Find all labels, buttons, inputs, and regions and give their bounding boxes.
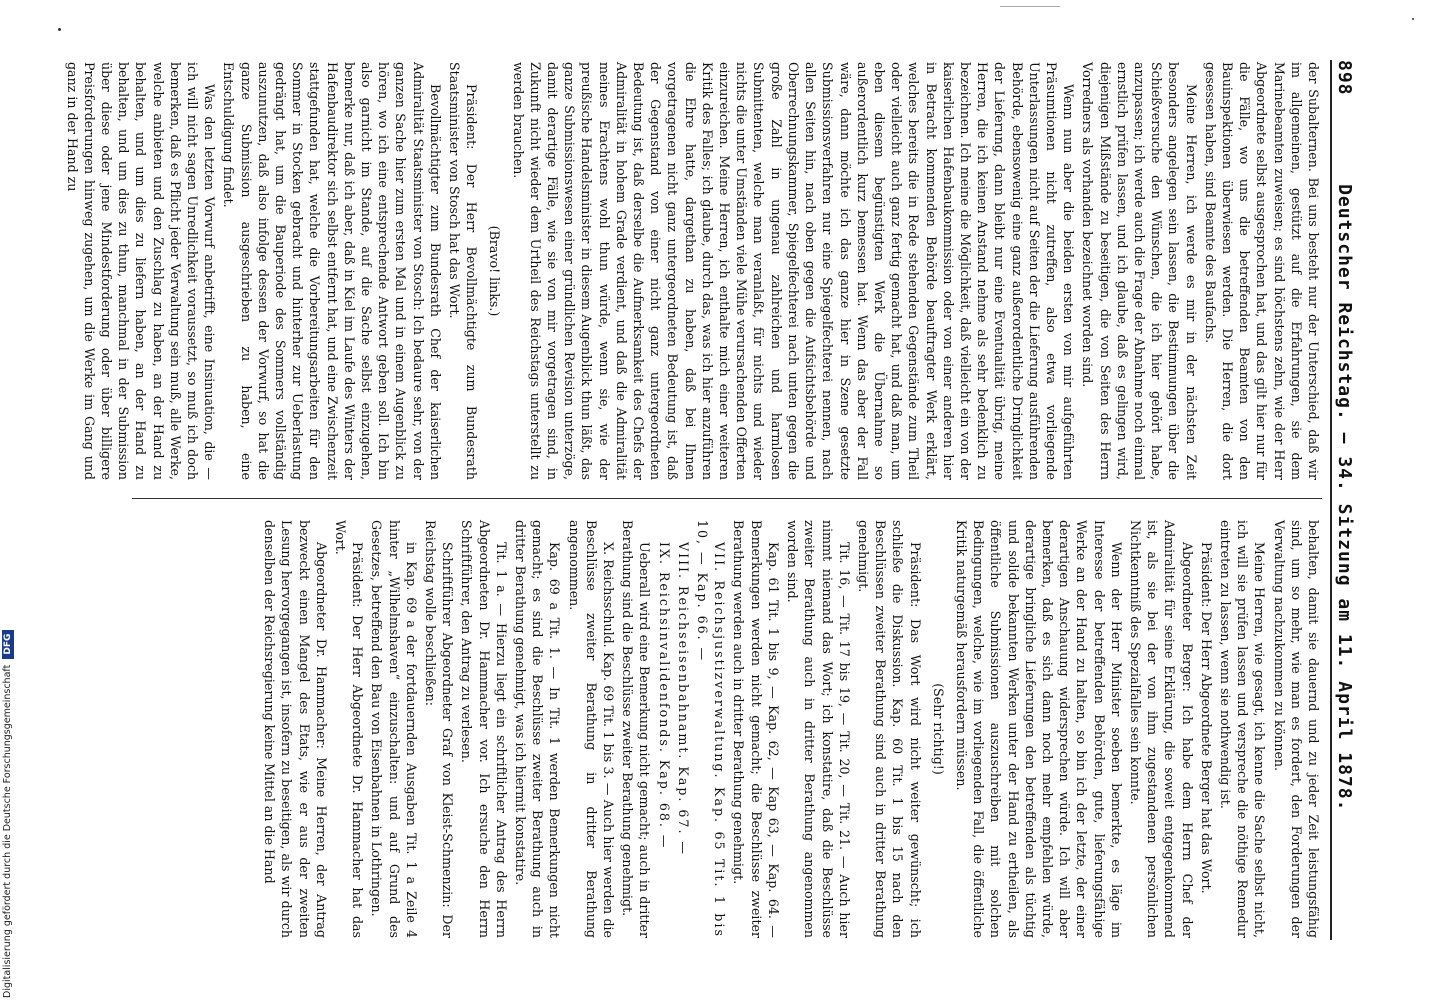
page-title: Deutscher Reichstag. — 34. Sitzung am 11. April 1878. [1334,184,1356,812]
paragraph: Tit. 1 a. — Hierzu liegt ein schriftlicher Antrag des Herrn Abgeordneten Dr. Hammacher vor. Ich ersuche den Herrn Schriftführer, den Antrag zu verlesen. [459,520,509,938]
paragraph: Abgeordneter Berger: Ich habe dem Herrn Chef der Admiralität für seine Erklärung, die soweit entgegenkommend ist, als sie bei der von ihm zugestandenen persönlichen Nichtkenntniß des Spezialfalles sein konnte. [1127,520,1195,938]
paragraph: Kap. 61 Tit. 1 bis 9, — Kap. 62, — Kap 63, — Kap. 64. — Bemerkungen werden nicht gemacht; die Beschlüsse zweiter Berathung werden auch in dritter Berathung genehmigt. [731,520,781,938]
paragraph: X. Reichsschuld. Kap. 69 Tit. 1 bis 3. — Auch hier werden die Beschlüsse zweiter Berathung in dritter Berathung angenommen. [566,520,617,938]
paragraph: Präsident: Der Herr Bevollmächtigte zum Bundesrath Staatsminister von Stosch hat das Wort. [447,62,480,480]
paragraph: (Bravo! links.) [487,225,503,317]
paragraph: Bevollmächtigter zum Bundesrath Chef der kaiserlichen Admiralität Staatsminister von Stosch: Ich bedaure sehr, von der ganzen Sache hier zum ersten Mal und in einem Augenblick zu hören, wo ich eine entsprechende Antwort geben soll. Ich bin also garnicht im Stande, auf die Sache selbst einzugehen, bemerke nur, daß ich aber, daß in Kiel im Laufe des Winters der Hafenbaudirektor sich selbst entfernt hat, und eine Zwischenzeit stattgefunden hat, welche die Vorbereitungsarbeiten für den Sommer in Stocken gebracht und hinterher zur Ueberlastung gedrängt hat, um die Bauperiode des Sommers vollständig auszunutzen, daß also infolge dessen der Vorwurf, so hat die ganze Submission ausgeschrieben zu haben, eine Entschuldigung findet. [221,62,443,480]
paragraph: in Kap. 69 a der fortdauernden Ausgaben Tit. 1 a Zeile 4 hinter „Wilhelmshaven“ einzuschalten: und auf Grund des Gesetzes, betreffend den Bau von Eisenbahnen in Lothringen. [369,520,419,938]
paragraph: Wenn der Herr Minister soeben bemerkte, es läge im Interesse der betreffenden Behörden, gute, lieferungsfähige Werke an der Hand zu halten, so bin ich der letzte, der einer derartigen Anschauung widersprechen würde. Ich will aber bemerken, daß es sich dann noch mehr empfehlen würde, derartige bringliche Lieferungen den betreffenden als tüchtig und solide bekannten Werken unter der Hand zu ertheilen, als öffentliche Submissionen auszuschreiben mit solchen Bedingungen, welche, wie im vorliegenden Fall, die öffentliche Kritik naturgemäß herausfordern müssen. [953,520,1124,938]
paragraph: Wenn nun aber die beiden ersten von mir aufgeführten Präsumtionen nicht zutreffen, also etwa vorliegende Unterlassungen nicht auf Seiten der die Lieferung ausführenden Behörde, ebensowenig eine ganz außerordentliche Dringlichkeit der Lieferung, dann bleibt nur eine Eventualität übrig, meine Herren, die ich keinen Anstand nehme als sehr bedenklich zu bezeichnen. Ich meine die Möglichkeit, daß vielleicht ein von der kaiserlichen Hafenbaukommission oder von einer anderen hier in Betracht kommenden Behörde beauftragter Werk erklärt, welches bereits die in Rede stehenden Gegenstände zum Theil oder vielleicht auch ganz fertig gemacht hat, und daß man, um eben diesem begünstigten Werk die Übernahme so außerordentlich kurz bemessen hat. Wenn das aber der Fall wäre, dann möchte ich das ganze hier in Szene gesetzte Submissionsverfahren nur eine Spiegelfechterei nennen, nach allen Seiten hin, nach oben gegen die Aufsichtsbehörde und Oberrechnungskammer, Spiegelfechterei nach unten gegen die große Zahl in ungenau zahlreichen und harmlosen Submittenten, welche man veranlaßt, für nichts und wieder nichts die unter Umständen viele Mühe verursachenden Offerten einzureichen. Meine Herren, ich enthalte mich einer weiteren Kritik des Falles; ich glaube, durch das, was ich hier anzuführen die Ehre hatte, dargethan zu haben, daß bei Ihnen vorgetragenen nicht ganz untergeordneten Bedeutung ist, daß der Gegenstand von einer nicht ganz untergeordneten Bedeutung ist, daß derselbe die Aufmerksamkeit des Chefs der Admiralität in hohem Grade verdient, und daß die Admiralität meines Erachtens wohl thun würde, wenn sie, wie der preußische Handelsminister in diesem Augenblick thun läßt, das ganze Submissionswesen einer gründlichen Revision unterzöge, damit derartige Fälle, wie sie von mir vorgetragen sind, in Zukunft nicht wieder dem Urtheil des Reichstags unterstellt zu werden brauchen. [510,62,1077,480]
paragraph: IX. Reichsinvalidenfonds. Kap. 68. — [656,542,672,850]
paragraph: der Subalternen. Bei uns besteht nur der Unterschied, daß wir im allgemeinen, gestützt auf die Erfahrungen, sie dem Marinebeamten zuweisen; es sind höchstens zehn, wie der Herr Abgeordnete selbst ausgesprochen hat, und das gilt hier nur für die Fälle, wo uns die betreffenden Beamten von den Bauinspektionen überwiesen werden. Die Herren, die dort gesessen haben, sind Beamte des Baufachs. [1202,62,1321,480]
dfg-logo: DFG [2,630,14,659]
column-divider [132,498,1322,499]
right-column [259,520,1322,938]
paragraph: Präsident: Der Herr Abgeordnete Berger hat das Wort. [1198,542,1214,894]
digitization-note [2,630,14,998]
page-header [1332,60,1358,940]
paragraph: Ueberall wird eine Bemerkung nicht gemacht; auch in dritter Berathung sind die Beschlüsse zweiter Berathung genehmigt. [620,520,653,938]
paragraph: Meine Herren, wie gesagt, ich kenne die Sache selbst nicht, ich will sie prüfen lassen und verspreche die nöthige Remedur eintreten zu lassen, wenn sie nothwendig ist. [1217,520,1268,938]
paragraph: Tit. 16, — Tit. 17 bis 19, — Tit. 20, — Tit. 21. — Auch hier nimmt niemand das Wort; ich konstatire, daß die Beschlüsse zweiter Berathung auch in dritter Berathung angenommen worden sind. [785,520,852,938]
page-number: 898 [1334,60,1356,96]
paragraph: Abgeordneter Dr. Hammacher: Meine Herren, der Antrag bezweckt einen Mangel des Etats, wie er aus der zweiten Lesung hervorgegangen ist, insofern zu beseitigen, als wir durch denselben der Reichsregierung keine Mittel an die Hand [262,520,329,938]
left-column [61,62,1322,480]
paragraph: (Sehr richtig!) [930,683,946,775]
paragraph: VIII. Reichseisenbahnamt. Kap. 67. — [675,542,691,857]
paragraph: Präsident: Der Herr Abgeordnete Dr. Hammacher hat das Wort. [333,520,366,938]
paragraph: Präsident: Das Wort wird nicht weiter gewünscht; ich schließe die Diskussion. Kap. 60 Tit. 1 bis 15 nach den Beschlüssen zweiter Berathung sind auch in dritter Berathung genehmigt. [855,520,923,938]
paragraph: Meine Herren, ich werde es mir in der nächsten Zeit besonders angelegen sein lassen, die Bestimmungen über die Schießversuche den Wünschen, die ich hier gehört habe, anzupassen; ich werde auch die Frage der Abnahme noch einmal ernstlich prüfen lassen, und ich glaube, daß es gelingen wird, diejenigen Mißstände zu beseitigen, die von Seiten des Herrn Vorredners als vorhanden bezeichnet worden sind. [1080,62,1199,480]
paragraph: Schriftführer Abgeordneter Graf von Kleist-Schmenzin: Der Reichstag wolle beschließen: [423,520,456,938]
paragraph: VII. Reichsjustizverwaltung. Kap. 65 Tit. 1 bis 10, — Kap. 66. — [695,520,728,938]
header-rule [1330,60,1332,940]
paragraph: Kap. 69 a Tit. 1. — In Tit. 1 werden Bemerkungen nicht gemacht; es sind die Beschlüsse zweiter Berathung auch in dritter Berathung genehmigt, was ich hiermit konstatire. [513,520,563,938]
paragraph: Was den letzten Vorwurf anbetrifft, eine Insinuation, die — ich will nicht sagen Unredlichkeit voraussetzt, so muß ich doch bemerken, daß es Pflicht jeder Verwaltung sein muß, alle Werke, welche anbieten und den Zuschlag zu haben, an der Hand zu behalten, und um dies zu liefern haben, an der Hand zu behalten, und um dies zu thun, manchmal in der Submission über diese oder jene Mindestforderung oder über billigere Preisforderungen hinweg zugehen, um die Werke im Gang und ganz in der Hand zu [64,62,218,480]
paragraph: behalten, damit sie dauernd und zu jeder Zeit leistungsfähig sind, um so mehr, wie man es fordert, den Forderungen der Verwaltung nachzukommen zu können. [1271,520,1321,938]
digitization-text: Digitalisierung gefördert durch die Deutsche Forschungsgemeinschaft [2,664,13,998]
